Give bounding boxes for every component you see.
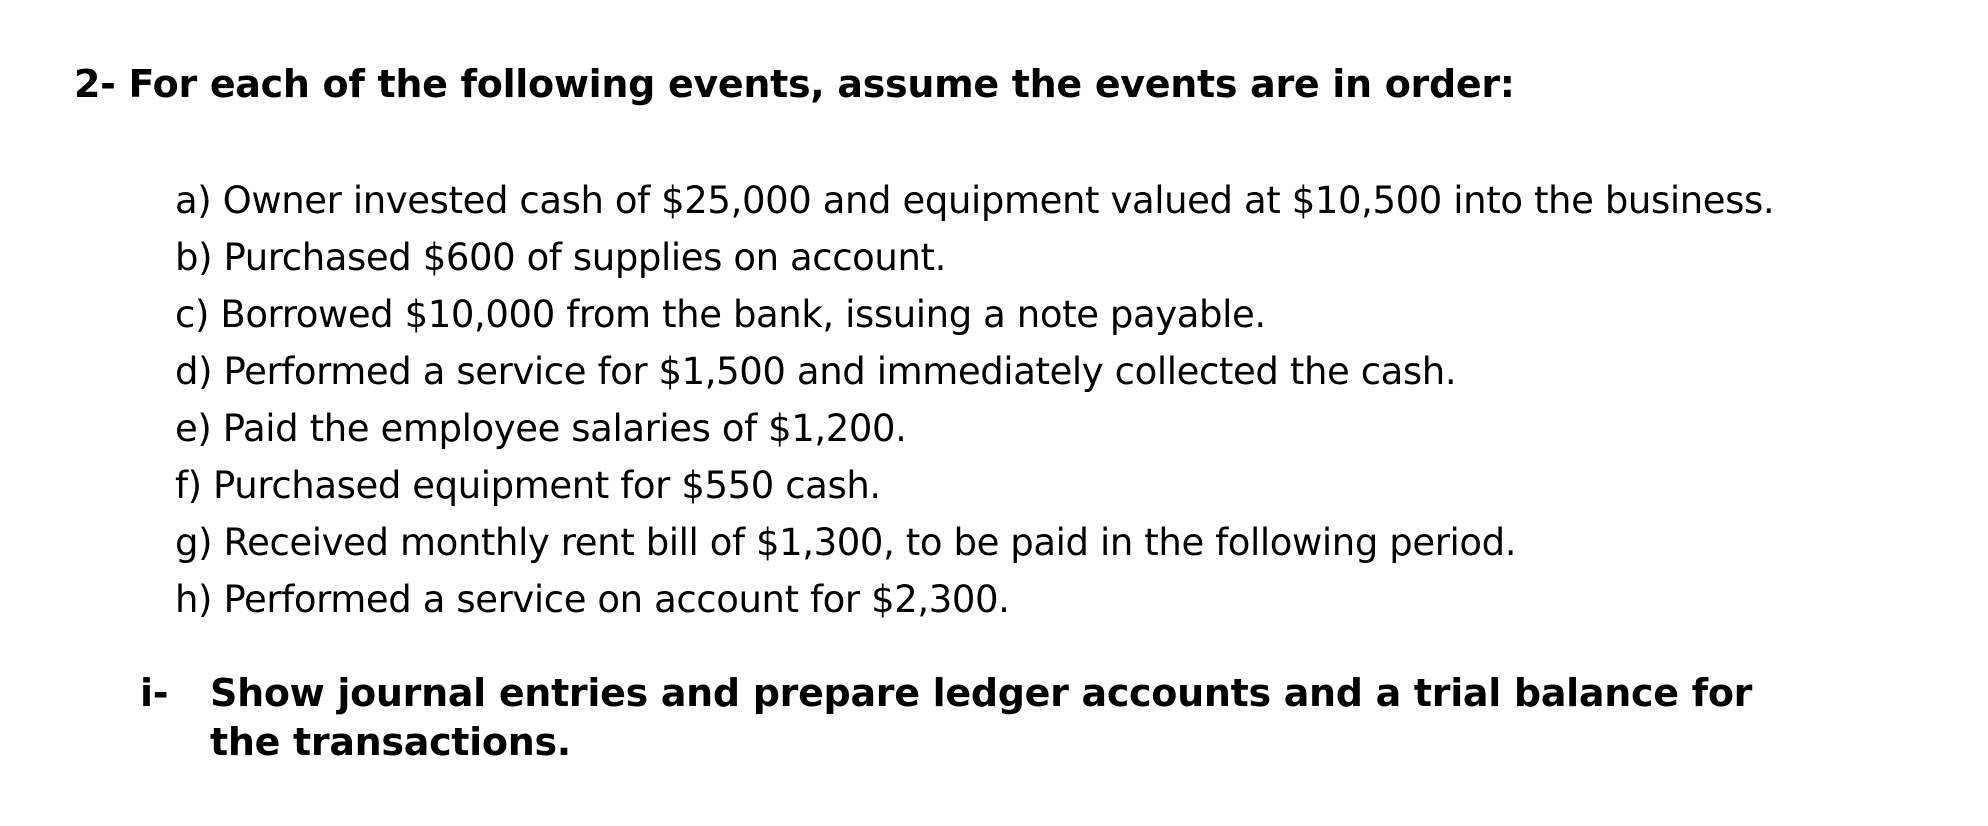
- question-heading: 2- For each of the following events, assume the events are in order:: [74, 62, 1515, 106]
- event-item-h: h) Performed a service on account for $2,300.: [175, 578, 1010, 621]
- event-item-f: f) Purchased equipment for $550 cash.: [175, 464, 881, 507]
- task-text: Show journal entries and prepare ledger accounts and a trial balance for the transactions.: [210, 671, 1753, 764]
- task-instruction: [140, 669, 1880, 767]
- event-item-c: c) Borrowed $10,000 from the bank, issuing a note payable.: [175, 293, 1266, 336]
- event-item-d: d) Performed a service for $1,500 and immediately collected the cash.: [175, 350, 1457, 393]
- events-list: [175, 172, 1774, 628]
- event-item-b: b) Purchased $600 of supplies on account.: [175, 236, 946, 279]
- task-marker: i-: [140, 671, 169, 715]
- event-item-g: g) Received monthly rent bill of $1,300, to be paid in the following period.: [175, 521, 1517, 564]
- event-item-e: e) Paid the employee salaries of $1,200.: [175, 407, 907, 450]
- event-item-a: a) Owner invested cash of $25,000 and equipment valued at $10,500 into the business.: [175, 179, 1775, 222]
